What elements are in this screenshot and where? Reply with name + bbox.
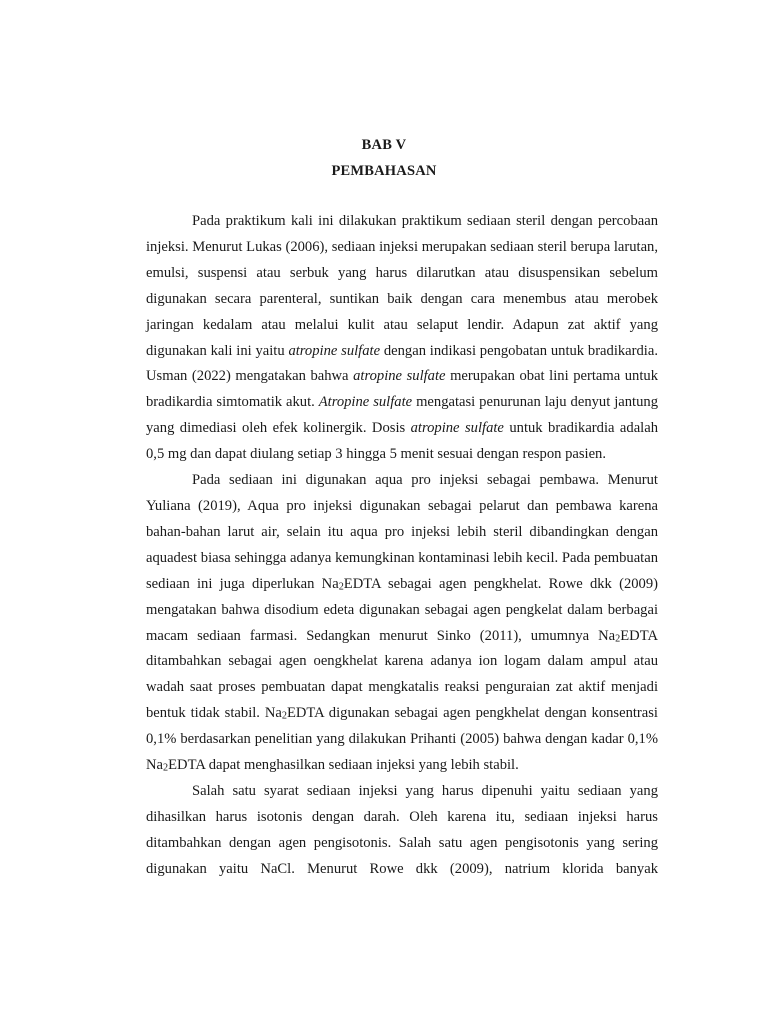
text-segment: dengan indikasi pengobatan untuk bradikardia. Usman (2022) mengatakan bahwa bbox=[146, 342, 658, 385]
subscript: 2 bbox=[615, 633, 621, 645]
paragraph-2 bbox=[146, 468, 658, 779]
text-segment: Pada sediaan ini digunakan aqua pro injeksi sebagai pembawa. Menurut Yuliana (2019), Aqua pro injeksi digunakan sebagai pelarut dan pembawa karena bahan-bahan larut air, selain itu aqua pro injeksi lebih steril dibandingkan dengan aquadest biasa sehingga adanya kemungkinan kontaminasi lebih kecil. Pada pembuatan sediaan ini juga diperlukan Na bbox=[146, 472, 658, 592]
text-segment: EDTA digunakan sebagai agen pengkhelat dengan konsentrasi 0,1% berdasarkan penelitian yang dilakukan Prihanti (2005) bahwa dengan kadar 0,1% Na bbox=[146, 705, 658, 774]
text-segment: mengatasi penurunan laju denyut jantung yang dimediasi oleh efek kolinergik. Dosis bbox=[146, 394, 658, 437]
chapter-title: PEMBAHASAN bbox=[331, 163, 437, 179]
paragraph-3 bbox=[146, 779, 658, 883]
text-segment: EDTA ditambahkan sebagai agen oengkhelat karena adanya ion logam dalam ampul atau wadah saat proses pembuatan dapat mengkatalis reaksi penguraian zat aktif menjadi bentuk tidak stabil. Na bbox=[146, 627, 658, 722]
text-segment: Salah satu syarat sediaan injeksi yang harus dipenuhi yaitu sediaan yang dihasilkan harus isotonis dengan darah. Oleh karena itu, sediaan injeksi harus ditambahkan dengan agen pengisotonis. Salah satu agen pengisotonis yang sering digunakan yaitu NaCl. Menurut Rowe dkk (2009), natrium klorida banyak bbox=[146, 782, 658, 877]
text-segment: EDTA sebagai agen pengkhelat. Rowe dkk (2009) mengatakan bahwa disodium edeta digunakan sebagai agen pengkelat dalam berbagai macam sediaan farmasi. Sedangkan menurut Sinko (2011), umumnya Na bbox=[146, 575, 659, 644]
italic-term: atropine sulfate bbox=[410, 420, 504, 437]
subscript: 2 bbox=[163, 762, 169, 774]
text-segment: Pada praktikum kali ini dilakukan praktikum sediaan steril dengan percobaan injeksi. Menurut Lukas (2006), sediaan injeksi merupakan sediaan steril berupa larutan, emulsi, suspensi atau serbuk yang harus dilarutkan atau disuspensikan sebelum digunakan secara parenteral, suntikan baik dengan cara menembus atau merobek jaringan kedalam atau melalui kulit atau selaput lendir. Adapun zat aktif yang digunakan kali ini yaitu bbox=[146, 213, 658, 359]
italic-term: Atropine sulfate bbox=[318, 394, 413, 411]
text-segment: untuk bradikardia adalah 0,5 mg dan dapat diulang setiap 3 hingga 5 menit sesuai dengan respon pasien. bbox=[146, 420, 659, 463]
body-text bbox=[146, 209, 658, 883]
subscript: 2 bbox=[338, 581, 344, 593]
italic-term: atropine sulfate bbox=[353, 368, 446, 385]
text-segment: EDTA dapat menghasilkan sediaan injeksi yang lebih stabil. bbox=[168, 757, 519, 774]
italic-term: atropine sulfate bbox=[288, 342, 381, 359]
text-segment: merupakan obat lini pertama untuk bradikardia simtomatik akut. bbox=[146, 368, 658, 411]
subscript: 2 bbox=[281, 710, 287, 722]
chapter-heading: BAB V bbox=[361, 137, 407, 153]
paragraph-1 bbox=[146, 209, 658, 468]
